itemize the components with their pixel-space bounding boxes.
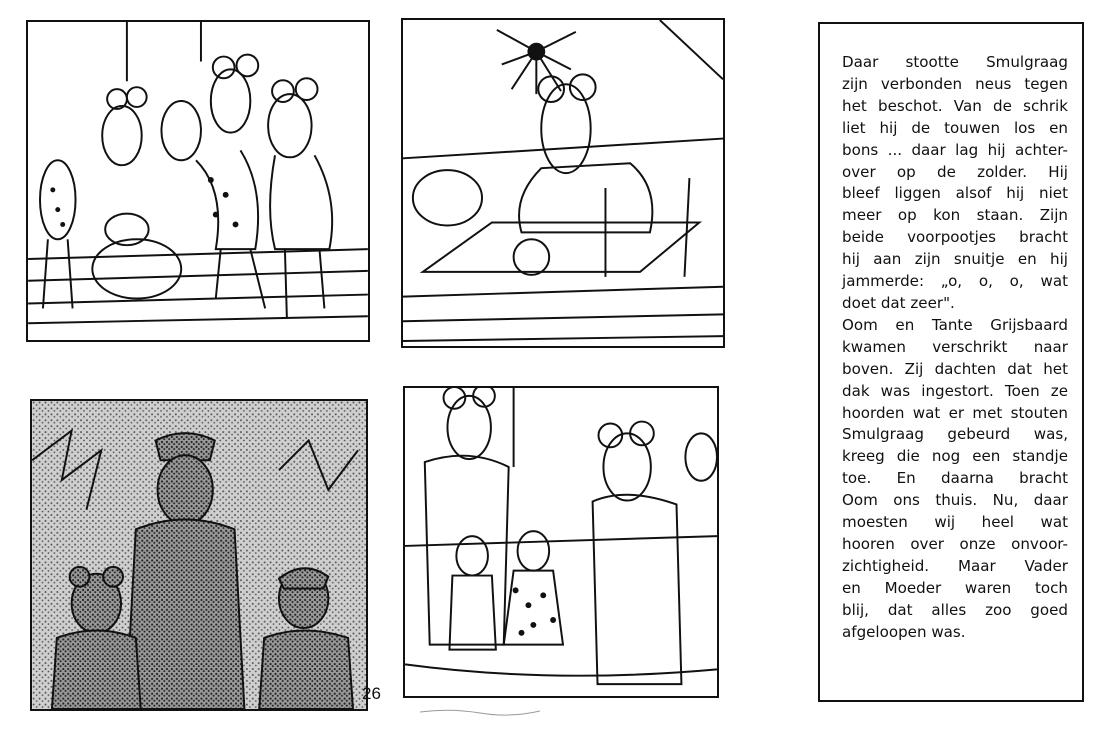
text-line: Daar stootte Smulgraag [842, 53, 1068, 71]
text-line: hooren over onze onvoor- [842, 534, 1068, 553]
text-line: Oom ons thuis. Nu, daar [842, 491, 1068, 510]
text-line: beide voorpootjes bracht [842, 228, 1068, 247]
text-line: hoorden wat er met stouten [842, 403, 1068, 422]
text-line: jammerde: „o, o, o, wat [842, 272, 1068, 291]
text-line: hij aan zijn snuitje en hij [842, 250, 1068, 269]
panel-4-illustration [405, 388, 717, 696]
text-line: meer op kon staan. Zijn [842, 206, 1068, 225]
comic-panel-4 [403, 386, 719, 698]
panel-2-illustration [403, 20, 723, 346]
text-line: over op de zolder. Hij [842, 162, 1068, 181]
story-paragraph-2 [842, 315, 1068, 644]
text-line: dak was ingestort. Toen ze [842, 381, 1068, 400]
text-line: moesten wij heel wat [842, 513, 1068, 532]
story-paragraph-1 [842, 52, 1068, 315]
page-number: 26 [362, 684, 381, 703]
text-line: zijn verbonden neus tegen [842, 74, 1068, 93]
text-line: toe. En daarna bracht [842, 469, 1068, 488]
comic-panel-3 [30, 399, 368, 711]
text-line: het beschot. Van de schrik [842, 96, 1068, 115]
comic-panel-1 [26, 20, 370, 342]
story-text-box [818, 22, 1084, 702]
text-line: liet hij de touwen los en [842, 118, 1068, 137]
text-line: Oom en Tante Grijsbaard [842, 315, 1068, 334]
text-line: boven. Zij dachten dat het [842, 359, 1068, 378]
text-line: bleef liggen alsof hij niet [842, 184, 1068, 203]
text-line: doet dat zeer". [842, 293, 955, 312]
text-line: zichtigheid. Maar Vader [842, 556, 1068, 575]
text-line: kreeg die nog een standje [842, 447, 1068, 466]
panel-3-illustration [32, 401, 366, 709]
text-line: blij, dat alles zoo goed [842, 600, 1068, 619]
text-line: afgeloopen was. [842, 622, 966, 641]
text-line: Smulgraag gebeurd was, [842, 425, 1068, 444]
scan-smudge [420, 706, 540, 718]
panel-1-illustration [28, 22, 368, 340]
story-text [842, 52, 1068, 643]
comic-panel-2 [401, 18, 725, 348]
text-line: bons ... daar lag hij achter- [842, 140, 1068, 159]
text-line: kwamen verschrikt naar [842, 337, 1068, 356]
text-line: en Moeder waren toch [842, 578, 1068, 597]
